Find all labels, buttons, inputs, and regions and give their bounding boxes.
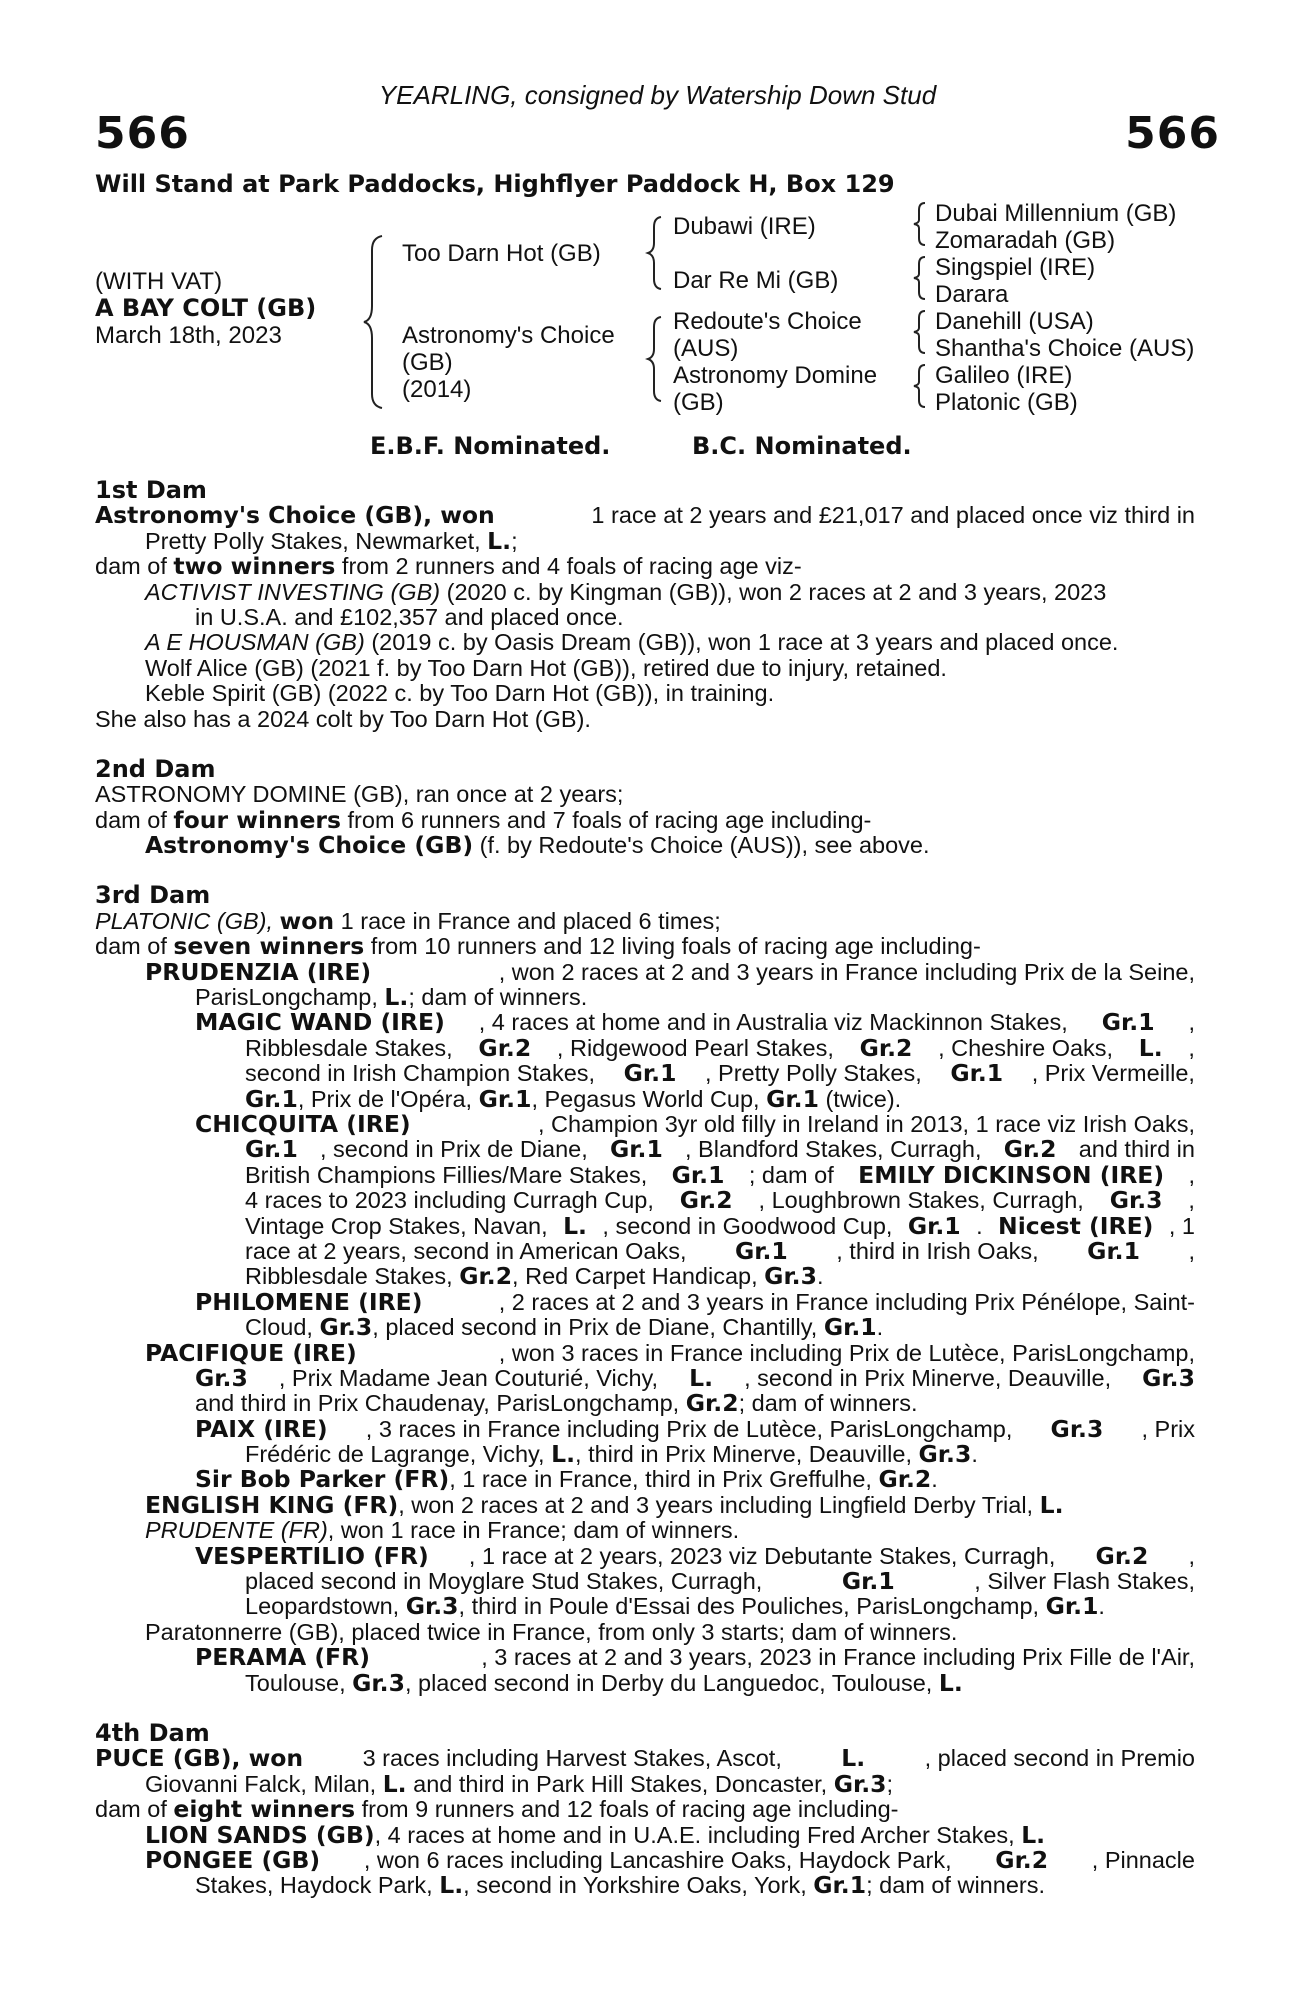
record-text: Gr.1	[1087, 1236, 1140, 1265]
section-heading	[95, 883, 1195, 908]
record-text: Gr.3	[319, 1313, 373, 1342]
record-text: (2019 c. by Oasis Dream (GB)), won 1 race at 3 years and placed once.	[364, 629, 1119, 656]
record-text: race at 2 years, second in American Oaks,	[245, 1237, 687, 1264]
pedigree-dam-line-1: Astronomy's Choice	[402, 322, 615, 349]
record-line	[95, 1363, 1195, 1392]
record-text: PAIX (IRE)	[195, 1414, 328, 1443]
record-text: LION SANDS (GB)	[145, 1820, 375, 1849]
record-line	[95, 1287, 1195, 1316]
record-text: , Cheshire Oaks,	[938, 1034, 1114, 1061]
record-text: Gr.2	[459, 1262, 513, 1291]
record-text: Gr.3	[764, 1262, 817, 1291]
record-text: in U.S.A. and £102,357 and placed once.	[195, 603, 624, 630]
record-text: PERAMA (FR)	[195, 1643, 370, 1672]
record-line	[95, 1236, 1195, 1265]
record-text: seven winners	[173, 932, 365, 961]
record-text: Pretty Polly Stakes, Newmarket,	[145, 527, 488, 554]
record-text: two winners	[173, 552, 336, 581]
record-line	[95, 1797, 1195, 1822]
record-text: Gr.2	[995, 1845, 1049, 1874]
record-line	[95, 805, 1195, 834]
record-text: Gr.1	[841, 1567, 895, 1596]
record-text: L.	[938, 1668, 963, 1697]
pedigree-dam-dam-line-2: (GB)	[673, 389, 724, 416]
record-line	[95, 630, 1195, 655]
record-text: MAGIC WAND (IRE)	[195, 1008, 445, 1037]
record-text: , 1 race at 2 years, 2023 viz Debutante Stakes, Curragh,	[468, 1542, 1056, 1569]
record-text: Keble Spirit (GB) (2022 c. by Too Darn Hot (GB)), in training.	[145, 680, 775, 707]
record-text: , Pinnacle	[1091, 1846, 1195, 1873]
record-text: Gr.1	[245, 1084, 298, 1113]
record-text: Gr.3	[1142, 1363, 1195, 1392]
record-text: , Loughbrown Stakes, Curragh,	[758, 1187, 1084, 1214]
record-text: Gr.1	[766, 1084, 819, 1113]
ebf-nominated: E.B.F. Nominated.	[370, 432, 611, 460]
pedigree-brace-g12	[912, 200, 930, 248]
record-line	[95, 1391, 1195, 1416]
record-text: Wolf Alice (GB) (2021 f. by Too Darn Hot (GB)), retired due to injury, retained.	[145, 654, 947, 681]
record-text: and third in Park Hill Stakes, Doncaster,	[406, 1770, 834, 1797]
pedigree-sire-dam: Dar Re Mi (GB)	[673, 267, 839, 294]
pedigree-g3-4: Darara	[935, 281, 1009, 308]
pedigree-sire-sire: Dubawi (IRE)	[673, 213, 816, 240]
record-text: .	[876, 1314, 884, 1341]
pedigree-brace-sire	[645, 213, 667, 293]
record-line	[95, 681, 1195, 706]
record-line	[95, 1084, 1195, 1113]
record-text: placed second in Moyglare Stud Stakes, Curragh,	[245, 1568, 763, 1595]
record-text: , Red Carpet Handicap,	[512, 1263, 765, 1290]
record-text: Cloud,	[245, 1314, 320, 1341]
record-text: Gr.3	[195, 1363, 248, 1392]
record-text: PACIFIQUE (IRE)	[145, 1338, 357, 1367]
record-text: , 4 races at home and in Australia viz Mackinnon Stakes,	[478, 1009, 1068, 1036]
record-text: ;	[886, 1770, 894, 1797]
record-text: Ribblesdale Stakes,	[245, 1034, 453, 1061]
record-line	[95, 1769, 1195, 1798]
record-text: Gr.2	[878, 1465, 932, 1494]
record-text: , placed second in Premio	[924, 1745, 1195, 1772]
record-text: Stakes, Haydock Park,	[195, 1872, 440, 1899]
record-line	[95, 934, 1195, 959]
record-line	[95, 656, 1195, 681]
lot-number-right: 566	[1125, 108, 1220, 159]
record-text: (twice).	[818, 1085, 902, 1112]
record-text: , 1 race in France, third in Prix Greffulhe,	[449, 1466, 879, 1493]
record-text: L.	[563, 1211, 587, 1240]
record-text: Gr.3	[1109, 1186, 1163, 1215]
pedigree-dam-line-3: (2014)	[402, 376, 472, 403]
record-text: , third in Irish Oaks,	[836, 1237, 1039, 1264]
record-text: , placed second in Derby du Languedoc, Toulouse,	[404, 1669, 939, 1696]
record-text: , second in Prix Minerve, Deauville,	[744, 1364, 1112, 1391]
pedigree-brace-main	[360, 232, 390, 412]
record-text: ; dam of winners.	[866, 1872, 1045, 1899]
record-line	[95, 833, 1195, 858]
record-text: ParisLongchamp,	[195, 984, 385, 1011]
record-text: , Pretty Polly Stakes,	[704, 1060, 922, 1087]
record-text: ,	[1188, 1009, 1195, 1036]
record-text: 2nd Dam	[95, 754, 216, 783]
record-text: Nicest (IRE)	[998, 1211, 1154, 1240]
record-text: L.	[439, 1871, 464, 1900]
record-text: Paratonnerre (GB), placed twice in France, from only 3 starts; dam of winners.	[145, 1618, 958, 1645]
record-text: Gr.1	[907, 1211, 961, 1240]
record-text: , Pegasus World Cup,	[531, 1085, 767, 1112]
vat-status: (WITH VAT)	[95, 268, 223, 295]
record-text: ACTIVIST INVESTING (GB)	[145, 578, 441, 605]
record-line	[95, 1518, 1195, 1543]
record-line	[95, 1668, 1195, 1697]
record-text: , 3 races at 2 and 3 years, 2023 in France including Prix Fille de l'Air,	[481, 1644, 1195, 1671]
record-text: dam of	[95, 1796, 174, 1823]
record-text: , won 1 race in France; dam of winners.	[327, 1517, 740, 1544]
record-text: , Blandford Stakes, Curragh,	[684, 1136, 982, 1163]
record-text: , Champion 3yr old filly in Ireland in 2013, 1 race viz Irish Oaks,	[538, 1110, 1195, 1137]
record-text: L.	[551, 1440, 576, 1469]
section-heading	[95, 478, 1195, 503]
record-text: , placed second in Prix de Diane, Chantilly,	[372, 1314, 824, 1341]
record-line	[95, 1873, 1195, 1898]
bc-nominated: B.C. Nominated.	[692, 432, 912, 460]
record-text: Astronomy's Choice (GB)	[145, 831, 474, 860]
record-text: , Prix Vermeille,	[1031, 1060, 1195, 1087]
record-text: , 4 races at home and in U.A.E. including Fred Archer Stakes,	[374, 1821, 1022, 1848]
section-heading	[95, 1718, 1195, 1747]
record-text: L.	[1039, 1490, 1064, 1519]
section-gap	[95, 858, 1195, 883]
record-text: Gr.1	[623, 1059, 677, 1088]
pedigree-g3-1: Dubai Millennium (GB)	[935, 200, 1177, 227]
record-text: , Prix de l'Opéra,	[297, 1085, 479, 1112]
record-text: 3 races including Harvest Stakes, Ascot,	[362, 1745, 782, 1772]
record-text: British Champions Fillies/Mare Stakes,	[245, 1161, 648, 1188]
stand-location: Will Stand at Park Paddocks, Highflyer Paddock H, Box 129	[95, 170, 895, 198]
record-line	[95, 605, 1195, 630]
record-text: , Silver Flash Stakes,	[974, 1568, 1195, 1595]
record-text: ;	[511, 527, 518, 554]
record-text: second in Irish Champion Stakes,	[245, 1060, 596, 1087]
record-line	[95, 1109, 1195, 1138]
record-line	[95, 1010, 1195, 1035]
record-text: ENGLISH KING (FR)	[145, 1490, 399, 1519]
record-text: , second in Goodwood Cup,	[602, 1212, 893, 1239]
record-line	[95, 503, 1195, 528]
record-text: 4 races to 2023 including Curragh Cup,	[245, 1187, 654, 1214]
record-text: , won 2 races at 2 and 3 years including Lingfield Derby Trial,	[398, 1491, 1040, 1518]
record-line	[95, 1594, 1195, 1619]
record-text: , 2 races at 2 and 3 years in France including Prix Pénélope, Saint-	[498, 1288, 1195, 1315]
catalogue-subtitle: YEARLING, consigned by Watership Down Stud	[378, 80, 937, 110]
record-line	[95, 1490, 1195, 1519]
record-text: Sir Bob Parker (FR)	[195, 1465, 450, 1494]
record-text: Gr.1	[950, 1059, 1004, 1088]
record-text: She also has a 2024 colt by Too Darn Hot (GB).	[95, 705, 591, 732]
foaling-date: March 18th, 2023	[95, 322, 282, 349]
record-text: L.	[382, 1769, 407, 1798]
pedigree-dam-dam-line-1: Astronomy Domine	[673, 362, 878, 389]
pedigree-g3-5: Danehill (USA)	[935, 308, 1094, 335]
record-text: ASTRONOMY DOMINE (GB), ran once at 2 years;	[95, 781, 624, 808]
record-text: ,	[1188, 1161, 1195, 1188]
record-text: Gr.3	[405, 1592, 459, 1621]
record-text: ; dam of winners.	[408, 984, 588, 1011]
record-text: , third in Prix Minerve, Deauville,	[575, 1441, 919, 1468]
record-line	[95, 1645, 1195, 1670]
pedigree-dam-sire-line-1: Redoute's Choice	[673, 308, 862, 335]
section-gap	[95, 1696, 1195, 1721]
record-text: VESPERTILIO (FR)	[195, 1541, 429, 1570]
record-text: , second in Prix de Diane,	[320, 1136, 588, 1163]
record-line	[95, 782, 1195, 807]
pedigree-brace-dam	[645, 313, 667, 405]
pedigree-g3-8: Platonic (GB)	[935, 389, 1078, 416]
record-text: dam of	[95, 933, 174, 960]
record-text: PRUDENTE (FR)	[145, 1517, 328, 1544]
record-line	[95, 1264, 1195, 1289]
record-text: Gr.1	[1101, 1008, 1155, 1037]
record-text: ,	[1188, 1542, 1195, 1569]
record-line	[95, 1746, 1195, 1771]
record-line	[95, 554, 1195, 579]
record-text: CHICQUITA (IRE)	[195, 1109, 411, 1138]
record-text: .	[816, 1263, 824, 1290]
record-line	[95, 1845, 1195, 1874]
pedigree-g3-3: Singspiel (IRE)	[935, 254, 1096, 281]
lot-number-left: 566	[95, 108, 190, 159]
pedigree-g3-6: Shantha's Choice (AUS)	[935, 335, 1195, 362]
pedigree-brace-g34	[912, 254, 930, 302]
record-text: Gr.3	[352, 1668, 405, 1697]
record-text: Gr.2	[1003, 1135, 1057, 1164]
record-text: L.	[384, 983, 409, 1012]
record-text: Gr.1	[478, 1084, 532, 1113]
pedigree-dam-sire-line-2: (AUS)	[673, 335, 739, 362]
record-line	[95, 1338, 1195, 1367]
record-text: PONGEE (GB)	[145, 1845, 321, 1874]
record-text: , 3 races in France including Prix de Lutèce, ParisLongchamp,	[365, 1415, 1013, 1442]
produce-record	[95, 478, 1195, 1899]
record-text: Gr.1	[1045, 1592, 1099, 1621]
pedigree-dam-line-2: (GB)	[402, 349, 453, 376]
record-text: from 2 runners and 4 foals of racing age viz-	[335, 553, 802, 580]
record-text: dam of	[95, 806, 174, 833]
record-text: , Ridgewood Pearl Stakes,	[556, 1034, 834, 1061]
record-text: Gr.2	[478, 1033, 532, 1062]
record-text: PRUDENZIA (IRE)	[145, 957, 372, 986]
record-text: Gr.1	[823, 1313, 877, 1342]
record-text: ,	[1188, 1034, 1195, 1061]
record-text: L.	[487, 526, 512, 555]
record-text: Gr.1	[813, 1871, 867, 1900]
record-text: Frédéric de Lagrange, Vichy,	[245, 1441, 552, 1468]
record-text: Vintage Crop Stakes, Navan,	[245, 1212, 548, 1239]
record-text: Leopardstown,	[245, 1593, 406, 1620]
record-line	[95, 985, 1195, 1010]
record-text: Gr.2	[859, 1033, 913, 1062]
record-text: from 9 runners and 12 foals of racing age including-	[355, 1796, 899, 1823]
pedigree-brace-g56	[912, 308, 930, 356]
record-line	[95, 1569, 1195, 1594]
record-text: (f. by Redoute's Choice (AUS)), see above.	[473, 832, 930, 859]
record-text: Gr.1	[734, 1236, 788, 1265]
pedigree-g3-2: Zomaradah (GB)	[935, 227, 1116, 254]
record-text: , Prix Madame Jean Couturié, Vichy,	[278, 1364, 659, 1391]
record-text: EMILY DICKINSON (IRE)	[858, 1160, 1165, 1189]
section-heading	[95, 754, 1195, 783]
record-text: L.	[1021, 1820, 1046, 1849]
record-text: Gr.2	[685, 1389, 739, 1418]
record-line	[95, 1541, 1195, 1570]
record-text: .	[1098, 1593, 1105, 1620]
record-text: Gr.3	[1050, 1414, 1104, 1443]
record-text: L.	[1138, 1033, 1163, 1062]
record-text: , won 6 races including Lancashire Oaks, Haydock Park,	[363, 1846, 952, 1873]
record-text: , third in Poule d'Essai des Pouliches, ParisLongchamp,	[458, 1593, 1046, 1620]
record-text: Gr.2	[679, 1186, 733, 1215]
record-text: , won 2 races at 2 and 3 years in France including Prix de la Seine,	[498, 958, 1195, 985]
record-line	[95, 1315, 1195, 1340]
record-text: (2020 c. by Kingman (GB)), won 2 races at 2 and 3 years, 2023	[440, 578, 1107, 605]
record-text: four winners	[173, 805, 341, 834]
record-text: Giovanni Falck, Milan,	[145, 1770, 383, 1797]
record-line	[95, 1211, 1195, 1240]
record-line	[95, 1160, 1195, 1189]
record-text: ,	[1188, 1237, 1195, 1264]
record-text: ,	[1188, 1187, 1195, 1214]
record-text: Gr.1	[671, 1160, 725, 1189]
pedigree-brace-g78	[912, 362, 930, 410]
record-text: Gr.1	[245, 1135, 298, 1164]
record-text: L.	[689, 1363, 714, 1392]
record-text: Ribblesdale Stakes,	[245, 1263, 460, 1290]
record-text: .	[976, 1212, 983, 1239]
record-text: from 10 runners and 12 living foals of racing age including-	[364, 933, 981, 960]
record-text: , won 3 races in France including Prix de Lutèce, ParisLongchamp,	[498, 1339, 1195, 1366]
record-text: Gr.3	[833, 1769, 887, 1798]
record-line	[95, 1061, 1195, 1086]
record-line	[95, 1442, 1195, 1467]
record-text: and third in	[1078, 1136, 1195, 1163]
record-text: dam of	[95, 553, 174, 580]
record-text: 1st Dam	[95, 476, 207, 504]
record-line	[95, 526, 1195, 555]
record-text: won	[279, 906, 335, 935]
record-text: 3rd Dam	[95, 881, 211, 910]
record-line	[95, 957, 1195, 986]
record-text: Gr.2	[1095, 1541, 1149, 1570]
record-text: PLATONIC (GB),	[95, 907, 280, 934]
record-text: PHILOMENE (IRE)	[195, 1287, 423, 1316]
record-text: , Prix	[1141, 1415, 1195, 1442]
record-text: , 1	[1168, 1212, 1195, 1239]
record-text: , second in Yorkshire Oaks, York,	[463, 1872, 814, 1899]
record-text: PUCE (GB), won	[95, 1744, 304, 1773]
record-line	[95, 1467, 1195, 1492]
record-text: Gr.3	[918, 1440, 972, 1469]
section-gap	[95, 732, 1195, 757]
record-text: from 6 runners and 7 foals of racing age including-	[341, 806, 872, 833]
record-text: ; dam of	[748, 1161, 834, 1188]
record-text: eight winners	[173, 1795, 356, 1824]
record-text: .	[971, 1441, 978, 1468]
record-line	[95, 1188, 1195, 1213]
record-text: Astronomy's Choice (GB), won	[95, 501, 495, 530]
record-text: A E HOUSMAN (GB)	[145, 629, 365, 656]
record-text: ; dam of winners.	[738, 1390, 918, 1417]
record-line	[95, 1620, 1195, 1645]
pedigree-sire: Too Darn Hot (GB)	[402, 240, 601, 267]
record-line	[95, 707, 1195, 732]
record-text: 4th Dam	[95, 1718, 210, 1747]
record-text: 1 race at 2 years and £21,017 and placed once viz third in	[591, 502, 1195, 529]
record-text: 1 race in France and placed 6 times;	[334, 907, 721, 934]
record-text: Gr.1	[609, 1135, 663, 1164]
pedigree-g3-7: Galileo (IRE)	[935, 362, 1073, 389]
record-line	[95, 1033, 1195, 1062]
record-line	[95, 906, 1195, 935]
record-text: and third in Prix Chaudenay, ParisLongchamp,	[195, 1390, 686, 1417]
record-line	[95, 580, 1195, 605]
record-line	[95, 1820, 1195, 1849]
record-text: Toulouse,	[245, 1669, 353, 1696]
record-line	[95, 1137, 1195, 1162]
horse-name: A BAY COLT (GB)	[95, 294, 317, 322]
record-text: L.	[841, 1744, 866, 1773]
record-line	[95, 1414, 1195, 1443]
record-text: .	[931, 1466, 938, 1493]
